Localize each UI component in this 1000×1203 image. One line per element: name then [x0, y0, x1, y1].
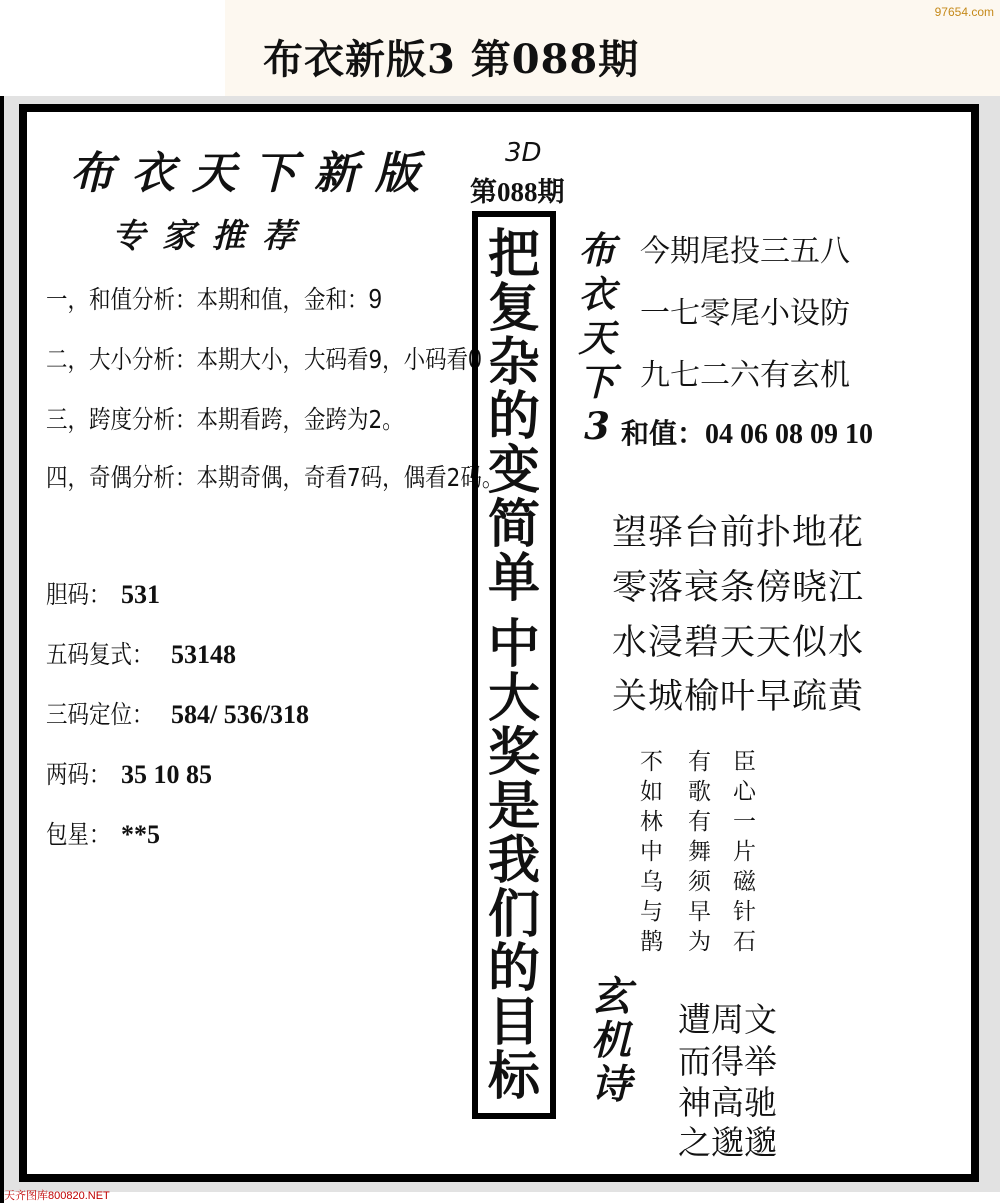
brand-title: 布衣天下新版	[70, 148, 436, 199]
footer-tag: 天齐图库800820.NET	[4, 1190, 110, 1202]
pick-value: 584/ 536/318	[171, 700, 309, 729]
slogan-char: 标	[487, 1046, 540, 1107]
side-char: 衣	[578, 272, 616, 316]
left-divider	[0, 96, 4, 1203]
pick-value: 531	[121, 580, 161, 609]
vpoem-char: 舞	[688, 839, 711, 865]
sum-label: 和值：	[621, 417, 706, 450]
vertical-poem-column	[640, 747, 663, 957]
slogan-char: 中	[487, 614, 540, 675]
verse-line: 一七零尾小设防	[640, 296, 850, 331]
vpoem-char: 不	[640, 749, 663, 775]
side-char: 3	[584, 404, 610, 448]
slogan-char: 们	[487, 884, 540, 945]
pick-three	[46, 695, 309, 731]
side-char: 布	[578, 228, 616, 272]
pick-star	[46, 815, 160, 851]
pick-value: **5	[121, 820, 161, 849]
center-tag: 3D	[505, 138, 542, 168]
analysis-sum	[46, 280, 382, 316]
center-issue: 第088期	[470, 177, 565, 207]
vpoem-char: 一	[733, 809, 756, 835]
slogan-char: 简	[487, 494, 540, 555]
pick-dan	[46, 575, 160, 611]
vpoem-char: 乌	[640, 869, 663, 895]
slogan-char: 是	[487, 776, 540, 837]
analysis-text: 一，和值分析：本期和值，金和：	[46, 285, 369, 314]
sum-values: 04 06 08 09 10	[705, 419, 874, 450]
vpoem-char: 早	[688, 899, 711, 925]
vpoem-char: 针	[733, 899, 756, 925]
pick-label: 三码定位：	[46, 700, 154, 729]
pick-label: 胆码：	[46, 580, 111, 609]
vpoem-char: 与	[640, 899, 663, 925]
analysis-span	[46, 400, 404, 436]
vpoem-char: 须	[688, 869, 711, 895]
slogan-char: 目	[487, 992, 540, 1053]
pick-value: 35 10 85	[121, 760, 213, 789]
pick-label: 包星：	[46, 820, 111, 849]
site-watermark: 97654.com	[934, 5, 994, 19]
analysis-parity	[46, 458, 503, 494]
side-char: 天	[578, 316, 616, 360]
poem-line: 望驿台前扑地花	[612, 513, 865, 553]
analysis-value: 9	[368, 283, 382, 314]
xuanji-line: 而得举	[678, 1042, 777, 1081]
analysis-value: 0	[468, 343, 482, 374]
vpoem-char: 石	[733, 929, 756, 955]
brand-subtitle: 专家推荐	[112, 216, 312, 255]
slogan-char: 奖	[487, 722, 540, 783]
analysis-text: 二，大小分析：本期大小，大码看9，小码看	[46, 345, 469, 374]
vpoem-char: 有	[688, 809, 711, 835]
vpoem-char: 有	[688, 749, 711, 775]
sum-line	[621, 412, 873, 452]
slogan-char: 大	[487, 668, 540, 729]
slogan-char: 单	[487, 548, 540, 609]
pick-label: 五码复式：	[46, 640, 154, 669]
slogan-char: 把	[487, 224, 540, 285]
slogan-box	[472, 211, 556, 1119]
xuanji-line: 遭周文	[678, 1000, 777, 1039]
xuanji-label	[591, 975, 631, 1107]
analysis-text: 四，奇偶分析：本期奇偶，奇看7码，偶看2码。	[46, 463, 504, 492]
slogan-char: 杂	[487, 332, 540, 393]
slogan-char: 的	[487, 938, 540, 999]
vpoem-char: 歌	[688, 779, 711, 805]
header-banner	[225, 0, 1000, 96]
vpoem-char: 臣	[733, 749, 756, 775]
xuanji-line: 神高驰	[678, 1083, 777, 1122]
poem-line: 零落衰条傍晓江	[612, 568, 865, 608]
analysis-text: 三，跨度分析：本期看跨，金跨为2。	[46, 405, 404, 434]
vpoem-char: 鹊	[640, 929, 663, 955]
vpoem-char: 磁	[733, 869, 756, 895]
verse-line: 今期尾投三五八	[640, 234, 850, 269]
pick-label: 两码：	[46, 760, 111, 789]
vpoem-char: 如	[640, 779, 663, 805]
vpoem-char: 片	[733, 839, 756, 865]
poem-line: 水浸碧天天似水	[612, 623, 865, 663]
verse-line: 九七二六有玄机	[640, 358, 850, 393]
xuanji-char: 机	[591, 1017, 631, 1064]
pick-value: 53148	[171, 640, 237, 669]
vpoem-char: 林	[640, 809, 663, 835]
xuanji-line: 之邈邈	[678, 1123, 777, 1162]
slogan-char: 复	[487, 278, 540, 339]
vertical-poem-column	[733, 747, 756, 957]
vpoem-char: 中	[640, 839, 663, 865]
page-title: 布衣新版3 第088期	[263, 36, 640, 83]
vpoem-char: 心	[733, 779, 756, 805]
pick-two	[46, 755, 212, 791]
vertical-poem-column	[688, 747, 711, 957]
vpoem-char: 为	[688, 929, 711, 955]
xuanji-char: 诗	[591, 1061, 631, 1108]
xuanji-char: 玄	[591, 973, 631, 1020]
slogan-char: 我	[487, 830, 540, 891]
poem-line: 关城榆叶早疏黄	[612, 677, 865, 717]
side-vertical-brand	[572, 228, 622, 448]
analysis-size	[46, 340, 482, 376]
slogan-char: 的	[487, 386, 540, 447]
side-char: 下	[578, 360, 616, 404]
slogan-char: 变	[487, 440, 540, 501]
pick-five	[46, 635, 236, 671]
